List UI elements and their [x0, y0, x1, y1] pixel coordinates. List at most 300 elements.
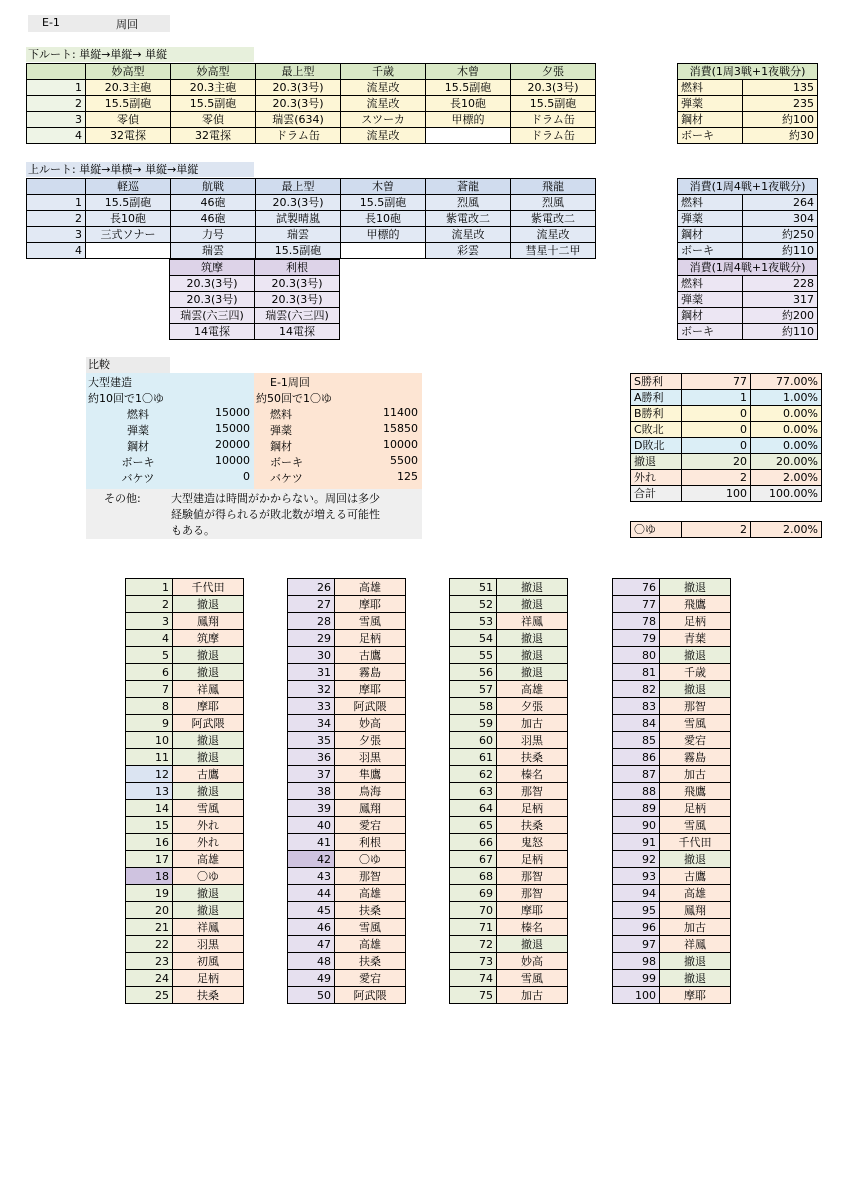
- log-result: 雪風: [497, 970, 568, 987]
- log-number: 86: [613, 749, 660, 766]
- cost-value: 228: [743, 276, 818, 292]
- log-result: 雪風: [335, 919, 406, 936]
- log-number: 13: [126, 783, 173, 800]
- log-row: [450, 579, 568, 596]
- log-row: [126, 987, 244, 1004]
- log-number: 78: [613, 613, 660, 630]
- result-label: B勝利: [631, 406, 682, 422]
- result-percent: 0.00%: [751, 406, 822, 422]
- log-row: [126, 834, 244, 851]
- log-number: 5: [126, 647, 173, 664]
- equipment-cell: 彗星十二甲: [511, 243, 596, 259]
- log-result: 撤退: [173, 664, 244, 681]
- compare-value: 11400: [383, 406, 418, 419]
- log-result: 愛宕: [335, 817, 406, 834]
- log-number: 35: [288, 732, 335, 749]
- log-number: 20: [126, 902, 173, 919]
- log-result: 青葉: [660, 630, 731, 647]
- compare-right-title: E-1周回: [270, 376, 310, 389]
- log-row: [126, 579, 244, 596]
- row-index: 4: [27, 128, 86, 144]
- log-result: 千歳: [660, 664, 731, 681]
- equipment-cell: [426, 128, 511, 144]
- row-index: 1: [27, 195, 86, 211]
- log-row: [450, 681, 568, 698]
- row-index: 2: [27, 96, 86, 112]
- log-row: [288, 613, 406, 630]
- log-number: 61: [450, 749, 497, 766]
- log-number: 2: [126, 596, 173, 613]
- equipment-cell: 瑞雲(634): [256, 112, 341, 128]
- cost-value: 235: [743, 96, 818, 112]
- log-result: 〇ゆ: [173, 868, 244, 885]
- log-number: 33: [288, 698, 335, 715]
- lower-route-header: 夕張: [511, 64, 596, 80]
- log-result: 撤退: [173, 885, 244, 902]
- upper-route-header: [27, 179, 86, 195]
- log-result: 撤退: [173, 732, 244, 749]
- log-row: [126, 970, 244, 987]
- cost-label: 鋼材: [678, 227, 743, 243]
- log-result: 祥鳳: [660, 936, 731, 953]
- upper-route-table: [26, 178, 596, 259]
- log-number: 7: [126, 681, 173, 698]
- log-result: 祥鳳: [173, 919, 244, 936]
- log-result: 那智: [335, 868, 406, 885]
- log-result: 高雄: [335, 885, 406, 902]
- log-result: 加古: [497, 715, 568, 732]
- compare-right-sub: 約50回で1〇ゆ: [256, 392, 332, 405]
- log-number: 46: [288, 919, 335, 936]
- log-result: 那智: [497, 885, 568, 902]
- log-result: 足柄: [335, 630, 406, 647]
- cost-label: 鋼材: [678, 308, 743, 324]
- log-number: 47: [288, 936, 335, 953]
- log-result: 扶桑: [497, 817, 568, 834]
- result-label: A勝利: [631, 390, 682, 406]
- alt-header: 筑摩: [170, 260, 255, 276]
- upper-route-row: [27, 211, 596, 227]
- log-number: 41: [288, 834, 335, 851]
- log-row: [288, 783, 406, 800]
- log-row: [450, 766, 568, 783]
- equipment-cell: 力号: [171, 227, 256, 243]
- log-row: [450, 664, 568, 681]
- log-row: [613, 698, 731, 715]
- log-result: 霧島: [660, 749, 731, 766]
- log-number: 50: [288, 987, 335, 1004]
- result-count: 77: [682, 374, 751, 390]
- log-number: 30: [288, 647, 335, 664]
- equipment-cell: [86, 243, 171, 259]
- log-result: 羽黒: [173, 936, 244, 953]
- log-row: [450, 953, 568, 970]
- log-number: 28: [288, 613, 335, 630]
- log-number: 95: [613, 902, 660, 919]
- log-result: 鳥海: [335, 783, 406, 800]
- cost-label: ボーキ: [678, 128, 743, 144]
- equipment-cell: 流星改: [341, 96, 426, 112]
- compare-value: 15850: [383, 422, 418, 435]
- compare-other-label: その他:: [104, 492, 141, 505]
- log-number: 24: [126, 970, 173, 987]
- log-result: 那智: [497, 783, 568, 800]
- cost-label: ボーキ: [678, 324, 743, 340]
- upper-route-row: [27, 243, 596, 259]
- log-number: 39: [288, 800, 335, 817]
- log-row: [450, 885, 568, 902]
- lower-route-row: [27, 96, 596, 112]
- lower-route-row: [27, 128, 596, 144]
- log-row: [126, 630, 244, 647]
- log-number: 89: [613, 800, 660, 817]
- equipment-cell: 15.5副砲: [256, 243, 341, 259]
- log-row: [450, 919, 568, 936]
- log-row: [613, 885, 731, 902]
- compare-other-line-2: 経験値が得られるが敗北数が増える可能性: [171, 508, 380, 521]
- log-row: [126, 817, 244, 834]
- log-row: [613, 647, 731, 664]
- log-row: [288, 885, 406, 902]
- log-number: 32: [288, 681, 335, 698]
- alt-equipment-cell: 20.3(3号): [255, 276, 340, 292]
- cost-value: 約30: [743, 128, 818, 144]
- log-column: [449, 578, 568, 1004]
- compare-label: 燃料: [270, 408, 292, 421]
- log-row: [288, 647, 406, 664]
- log-result: 初風: [173, 953, 244, 970]
- log-number: 55: [450, 647, 497, 664]
- equipment-cell: 20.3主砲: [86, 80, 171, 96]
- log-row: [613, 749, 731, 766]
- log-number: 45: [288, 902, 335, 919]
- equipment-cell: [341, 243, 426, 259]
- alt-header: 利根: [255, 260, 340, 276]
- upper-route-header: 最上型: [256, 179, 341, 195]
- log-number: 100: [613, 987, 660, 1004]
- log-result: 古鷹: [660, 868, 731, 885]
- alt-equipment-cell: 14電探: [255, 324, 340, 340]
- log-number: 43: [288, 868, 335, 885]
- upper-route-header: 航戦: [171, 179, 256, 195]
- log-number: 76: [613, 579, 660, 596]
- cost-value: 135: [743, 80, 818, 96]
- equipment-cell: 瑞雲: [256, 227, 341, 243]
- log-number: 99: [613, 970, 660, 987]
- log-result: 撤退: [497, 630, 568, 647]
- log-row: [613, 630, 731, 647]
- log-row: [613, 681, 731, 698]
- log-row: [450, 970, 568, 987]
- equipment-cell: 烈風: [426, 195, 511, 211]
- result-percent: 0.00%: [751, 422, 822, 438]
- log-number: 3: [126, 613, 173, 630]
- log-result: 撤退: [497, 664, 568, 681]
- log-row: [288, 970, 406, 987]
- result-label: 外れ: [631, 470, 682, 486]
- log-number: 37: [288, 766, 335, 783]
- cost-value: 264: [743, 195, 818, 211]
- maruyu-table: [630, 521, 822, 538]
- log-number: 58: [450, 698, 497, 715]
- alt-equipment-cell: 20.3(3号): [170, 276, 255, 292]
- log-number: 15: [126, 817, 173, 834]
- cost-label: 燃料: [678, 276, 743, 292]
- log-result: 撤退: [660, 579, 731, 596]
- log-row: [450, 647, 568, 664]
- log-result: 撤退: [660, 970, 731, 987]
- lower-route-row: [27, 112, 596, 128]
- lower-route-row: [27, 80, 596, 96]
- result-percent: 100.00%: [751, 486, 822, 502]
- log-result: 古鷹: [173, 766, 244, 783]
- cost-label: ボーキ: [678, 243, 743, 259]
- log-result: 加古: [497, 987, 568, 1004]
- log-result: 撤退: [497, 647, 568, 664]
- log-result: 撤退: [173, 749, 244, 766]
- lower-route-header: 妙高型: [86, 64, 171, 80]
- log-result: 千代田: [660, 834, 731, 851]
- log-row: [126, 953, 244, 970]
- maruyu-count: 2: [682, 522, 751, 538]
- equipment-cell: 20.3(3号): [256, 80, 341, 96]
- result-count: 0: [682, 406, 751, 422]
- cost-value: 304: [743, 211, 818, 227]
- log-row: [126, 868, 244, 885]
- log-row: [613, 732, 731, 749]
- alt-equipment-cell: 20.3(3号): [255, 292, 340, 308]
- log-result: 利根: [335, 834, 406, 851]
- log-number: 18: [126, 868, 173, 885]
- lower-route-header: 木曾: [426, 64, 511, 80]
- lower-route-header: 最上型: [256, 64, 341, 80]
- log-row: [288, 851, 406, 868]
- log-result: 撤退: [660, 851, 731, 868]
- log-row: [126, 766, 244, 783]
- cost-label: 弾薬: [678, 96, 743, 112]
- log-row: [288, 834, 406, 851]
- log-row: [126, 681, 244, 698]
- log-result: 那智: [497, 868, 568, 885]
- alt-equipment-cell: 瑞雲(六三四): [255, 308, 340, 324]
- log-row: [450, 800, 568, 817]
- compare-value: 10000: [215, 454, 250, 467]
- cost-label: 燃料: [678, 195, 743, 211]
- log-row: [126, 596, 244, 613]
- log-result: 那智: [660, 698, 731, 715]
- log-row: [450, 596, 568, 613]
- cost-label: 鋼材: [678, 112, 743, 128]
- alt-equipment-cell: 20.3(3号): [170, 292, 255, 308]
- log-number: 19: [126, 885, 173, 902]
- log-result: 扶桑: [497, 749, 568, 766]
- log-row: [450, 987, 568, 1004]
- result-label: S勝利: [631, 374, 682, 390]
- log-number: 57: [450, 681, 497, 698]
- log-number: 84: [613, 715, 660, 732]
- log-row: [450, 630, 568, 647]
- log-number: 51: [450, 579, 497, 596]
- log-number: 80: [613, 647, 660, 664]
- equipment-cell: 流星改: [426, 227, 511, 243]
- log-number: 40: [288, 817, 335, 834]
- log-row: [613, 902, 731, 919]
- equipment-cell: 32電探: [171, 128, 256, 144]
- log-number: 23: [126, 953, 173, 970]
- log-row: [288, 630, 406, 647]
- log-number: 83: [613, 698, 660, 715]
- log-result: 高雄: [335, 579, 406, 596]
- lower-route-header: 千歳: [341, 64, 426, 80]
- log-result: 飛鷹: [660, 783, 731, 800]
- log-row: [613, 987, 731, 1004]
- log-row: [613, 919, 731, 936]
- log-number: 85: [613, 732, 660, 749]
- log-result: 摩耶: [173, 698, 244, 715]
- log-row: [126, 851, 244, 868]
- result-label: D敗北: [631, 438, 682, 454]
- log-row: [613, 664, 731, 681]
- equipment-cell: 零偵: [86, 112, 171, 128]
- log-result: 外れ: [173, 834, 244, 851]
- log-result: 隼鷹: [335, 766, 406, 783]
- log-row: [613, 936, 731, 953]
- compare-value: 20000: [215, 438, 250, 451]
- log-row: [126, 647, 244, 664]
- upper-route-header: 軽巡: [86, 179, 171, 195]
- log-row: [288, 868, 406, 885]
- upper-alt-table: [169, 259, 340, 340]
- log-number: 67: [450, 851, 497, 868]
- log-row: [613, 851, 731, 868]
- log-result: 鳳翔: [335, 800, 406, 817]
- alt-equipment-cell: 14電探: [170, 324, 255, 340]
- equipment-cell: 15.5副砲: [171, 96, 256, 112]
- title-id: E-1: [42, 16, 60, 29]
- log-number: 56: [450, 664, 497, 681]
- log-row: [450, 868, 568, 885]
- log-result: 榛名: [497, 919, 568, 936]
- log-result: 高雄: [660, 885, 731, 902]
- log-result: 摩耶: [335, 681, 406, 698]
- equipment-cell: 三式ソナー: [86, 227, 171, 243]
- cost-value: 約110: [743, 324, 818, 340]
- log-result: 摩耶: [335, 596, 406, 613]
- log-result: 霧島: [335, 664, 406, 681]
- log-number: 53: [450, 613, 497, 630]
- log-result: 撤退: [497, 936, 568, 953]
- log-number: 17: [126, 851, 173, 868]
- equipment-cell: 流星改: [341, 80, 426, 96]
- log-number: 34: [288, 715, 335, 732]
- log-number: 1: [126, 579, 173, 596]
- compare-value: 10000: [383, 438, 418, 451]
- cost-title: 消費(1周4戦+1夜戦分): [678, 260, 818, 276]
- log-row: [613, 868, 731, 885]
- log-number: 94: [613, 885, 660, 902]
- equipment-cell: 46砲: [171, 211, 256, 227]
- log-result: 愛宕: [660, 732, 731, 749]
- compare-label: 鋼材: [127, 440, 149, 453]
- result-percent: 77.00%: [751, 374, 822, 390]
- log-row: [126, 749, 244, 766]
- log-result: 足柄: [173, 970, 244, 987]
- cost-value: 317: [743, 292, 818, 308]
- result-label: 合計: [631, 486, 682, 502]
- equipment-cell: ドラム缶: [511, 128, 596, 144]
- log-row: [613, 715, 731, 732]
- log-result: 撤退: [173, 647, 244, 664]
- title-name: 周回: [116, 18, 138, 31]
- log-number: 72: [450, 936, 497, 953]
- compare-value: 15000: [215, 422, 250, 435]
- log-result: 妙高: [497, 953, 568, 970]
- cost-label: 燃料: [678, 80, 743, 96]
- log-number: 73: [450, 953, 497, 970]
- equipment-cell: 紫電改二: [426, 211, 511, 227]
- log-number: 26: [288, 579, 335, 596]
- log-number: 49: [288, 970, 335, 987]
- log-row: [613, 783, 731, 800]
- cost-value: 約250: [743, 227, 818, 243]
- compare-value: 15000: [215, 406, 250, 419]
- upper-route-row: [27, 227, 596, 243]
- log-result: 祥鳳: [173, 681, 244, 698]
- upper-route-header: 蒼龍: [426, 179, 511, 195]
- log-result: 鬼怒: [497, 834, 568, 851]
- equipment-cell: 32電探: [86, 128, 171, 144]
- log-result: 筑摩: [173, 630, 244, 647]
- log-row: [613, 579, 731, 596]
- log-result: 夕張: [335, 732, 406, 749]
- log-row: [126, 902, 244, 919]
- equipment-cell: 甲標的: [341, 227, 426, 243]
- cost-value: 約100: [743, 112, 818, 128]
- log-result: 阿武隈: [335, 987, 406, 1004]
- log-result: 外れ: [173, 817, 244, 834]
- log-column: [287, 578, 406, 1004]
- log-row: [126, 698, 244, 715]
- log-row: [288, 596, 406, 613]
- equipment-cell: 烈風: [511, 195, 596, 211]
- compare-label: 弾薬: [270, 424, 292, 437]
- log-result: 高雄: [173, 851, 244, 868]
- compare-other-line-1: 大型建造は時間がかからない。周回は多少: [171, 492, 380, 505]
- log-result: 扶桑: [335, 953, 406, 970]
- cost-title: 消費(1周3戦+1夜戦分): [678, 64, 818, 80]
- cost-label: 弾薬: [678, 211, 743, 227]
- log-number: 6: [126, 664, 173, 681]
- log-number: 27: [288, 596, 335, 613]
- log-result: 摩耶: [660, 987, 731, 1004]
- log-number: 77: [613, 596, 660, 613]
- upper-cost-table-1: [677, 178, 818, 259]
- compare-value: 0: [243, 470, 250, 483]
- log-row: [126, 732, 244, 749]
- log-number: 29: [288, 630, 335, 647]
- result-count: 0: [682, 438, 751, 454]
- cost-value: 約200: [743, 308, 818, 324]
- equipment-cell: 20.3(3号): [256, 195, 341, 211]
- log-number: 60: [450, 732, 497, 749]
- equipment-cell: ドラム缶: [511, 112, 596, 128]
- log-result: 愛宕: [335, 970, 406, 987]
- compare-left-title: 大型建造: [88, 376, 132, 389]
- cost-value: 約110: [743, 243, 818, 259]
- log-row: [288, 664, 406, 681]
- log-number: 97: [613, 936, 660, 953]
- log-row: [288, 987, 406, 1004]
